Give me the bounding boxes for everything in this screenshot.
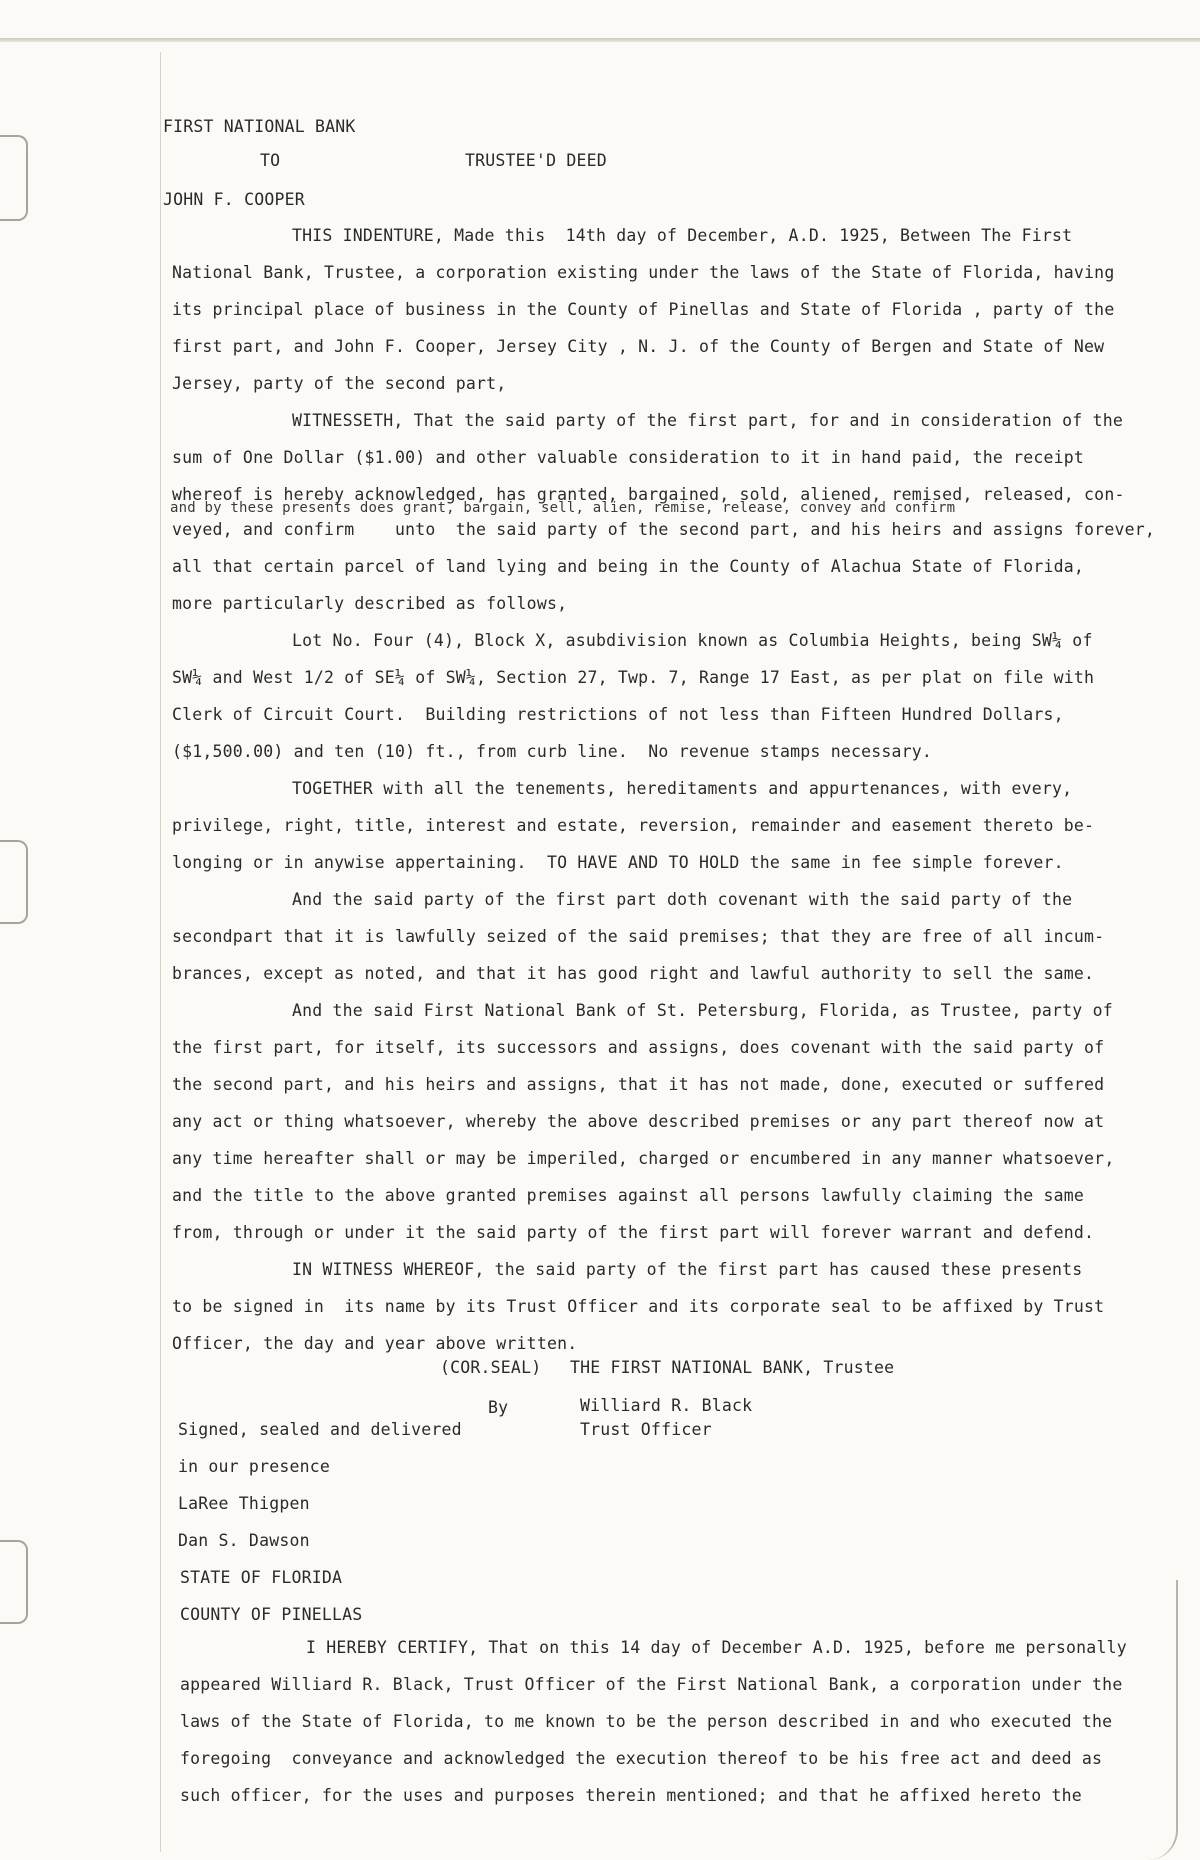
ack-line: I HEREBY CERTIFY, That on this 14 day of December A.D. 1925, before me personally — [306, 1638, 1127, 1657]
body-line: ($1,500.00) and ten (10) ft., from curb line. No revenue stamps necessary. — [172, 742, 933, 761]
document-title: TRUSTEE'D DEED — [465, 151, 607, 170]
binder-hole-mark — [0, 135, 28, 221]
corporate-seal-label: (COR.SEAL) — [440, 1358, 542, 1377]
ack-line: laws of the State of Florida, to me known to be the person described in and who executed the — [180, 1712, 1113, 1731]
body-line: Officer, the day and year above written. — [172, 1334, 578, 1353]
body-line: whereof is hereby acknowledged, has granted, bargained, sold, aliened, remised, released, con- — [172, 485, 1125, 504]
grantee-heading: JOHN F. COOPER — [163, 190, 305, 209]
signing-bank-name: THE FIRST NATIONAL BANK, Trustee — [570, 1358, 895, 1377]
signer-title: Trust Officer — [580, 1420, 712, 1439]
body-line: its principal place of business in the County of Pinellas and State of Florida , party of the — [172, 300, 1115, 319]
body-line: any time hereafter shall or may be imperiled, charged or encumbered in any manner whatsoever, — [172, 1149, 1115, 1168]
body-line: Clerk of Circuit Court. Building restrictions of not less than Fifteen Hundred Dollars, — [172, 705, 1064, 724]
to-label: TO — [260, 151, 281, 170]
body-line: longing or in anywise appertaining. TO HAVE AND TO HOLD the same in fee simple forever. — [172, 853, 1064, 872]
body-line: And the said First National Bank of St. Petersburg, Florida, as Trustee, party of — [292, 1001, 1113, 1020]
body-line: from, through or under it the said party of the first part will forever warrant and defend. — [172, 1223, 1095, 1242]
body-line: TOGETHER with all the tenements, hereditaments and appurtenances, with every, — [292, 779, 1073, 798]
binder-hole-mark — [0, 1540, 28, 1624]
witness-intro: Signed, sealed and delivered — [178, 1420, 462, 1439]
body-line: WITNESSETH, That the said party of the first part, for and in consideration of the — [292, 411, 1123, 430]
ack-state: STATE OF FLORIDA — [180, 1568, 343, 1587]
body-line: And the said party of the first part doth covenant with the said party of the — [292, 890, 1073, 909]
body-line: veyed, and confirm unto the said party of the second part, and his heirs and assigns forever, — [172, 520, 1155, 539]
body-line: sum of One Dollar ($1.00) and other valuable consideration to it in hand paid, the receipt — [172, 448, 1085, 467]
ack-line: such officer, for the uses and purposes therein mentioned; and that he affixed hereto the — [180, 1786, 1082, 1805]
body-line: IN WITNESS WHEREOF, the said party of the first part has caused these presents — [292, 1260, 1083, 1279]
body-line: the first part, for itself, its successors and assigns, does covenant with the said party of — [172, 1038, 1105, 1057]
body-line: any act or thing whatsoever, whereby the above described premises or any part thereof now at — [172, 1112, 1105, 1131]
overtyped-insert: and by these presents does grant, bargain, sell, alien, remise, release, convey and confirm — [170, 500, 956, 516]
body-line: and the title to the above granted premises against all persons lawfully claiming the same — [172, 1186, 1085, 1205]
body-line: National Bank, Trustee, a corporation existing under the laws of the State of Florida, having — [172, 263, 1115, 282]
body-line: brances, except as noted, and that it has good right and lawful authority to sell the same. — [172, 964, 1095, 983]
binder-hole-mark — [0, 840, 28, 924]
body-line: privilege, right, title, interest and estate, reversion, remainder and easement thereto be- — [172, 816, 1095, 835]
top-edge-rule — [0, 38, 1200, 42]
body-line: SW¼ and West 1/2 of SE¼ of SW¼, Section 27, Twp. 7, Range 17 East, as per plat on file with — [172, 668, 1095, 687]
left-margin-line — [160, 52, 161, 1852]
witness-name: LaRee Thigpen — [178, 1494, 310, 1513]
body-line: to be signed in its name by its Trust Officer and its corporate seal to be affixed by Trust — [172, 1297, 1105, 1316]
body-line: first part, and John F. Cooper, Jersey City , N. J. of the County of Bergen and State of New — [172, 337, 1105, 356]
witness-name: Dan S. Dawson — [178, 1531, 310, 1550]
ack-line: appeared Williard R. Black, Trust Officer of the First National Bank, a corporation under the — [180, 1675, 1123, 1694]
ack-line: foregoing conveyance and acknowledged the execution thereof to be his free act and deed as — [180, 1749, 1103, 1768]
by-label: By — [488, 1398, 509, 1417]
body-line: all that certain parcel of land lying and being in the County of Alachua State of Florida, — [172, 557, 1085, 576]
signer-name: Williard R. Black — [580, 1396, 753, 1415]
body-line: more particularly described as follows, — [172, 594, 568, 613]
body-line: THIS INDENTURE, Made this 14th day of December, A.D. 1925, Between The First — [292, 226, 1073, 245]
body-line: Jersey, party of the second part, — [172, 374, 507, 393]
grantor-heading: FIRST NATIONAL BANK — [163, 117, 356, 136]
witness-intro: in our presence — [178, 1457, 331, 1476]
body-line: secondpart that it is lawfully seized of the said premises; that they are free of all incum- — [172, 927, 1105, 946]
body-line: Lot No. Four (4), Block X, asubdivision known as Columbia Heights, being SW¼ of — [292, 631, 1093, 650]
body-line: the second part, and his heirs and assigns, that it has not made, done, executed or suffered — [172, 1075, 1105, 1094]
ack-county: COUNTY OF PINELLAS — [180, 1605, 363, 1624]
